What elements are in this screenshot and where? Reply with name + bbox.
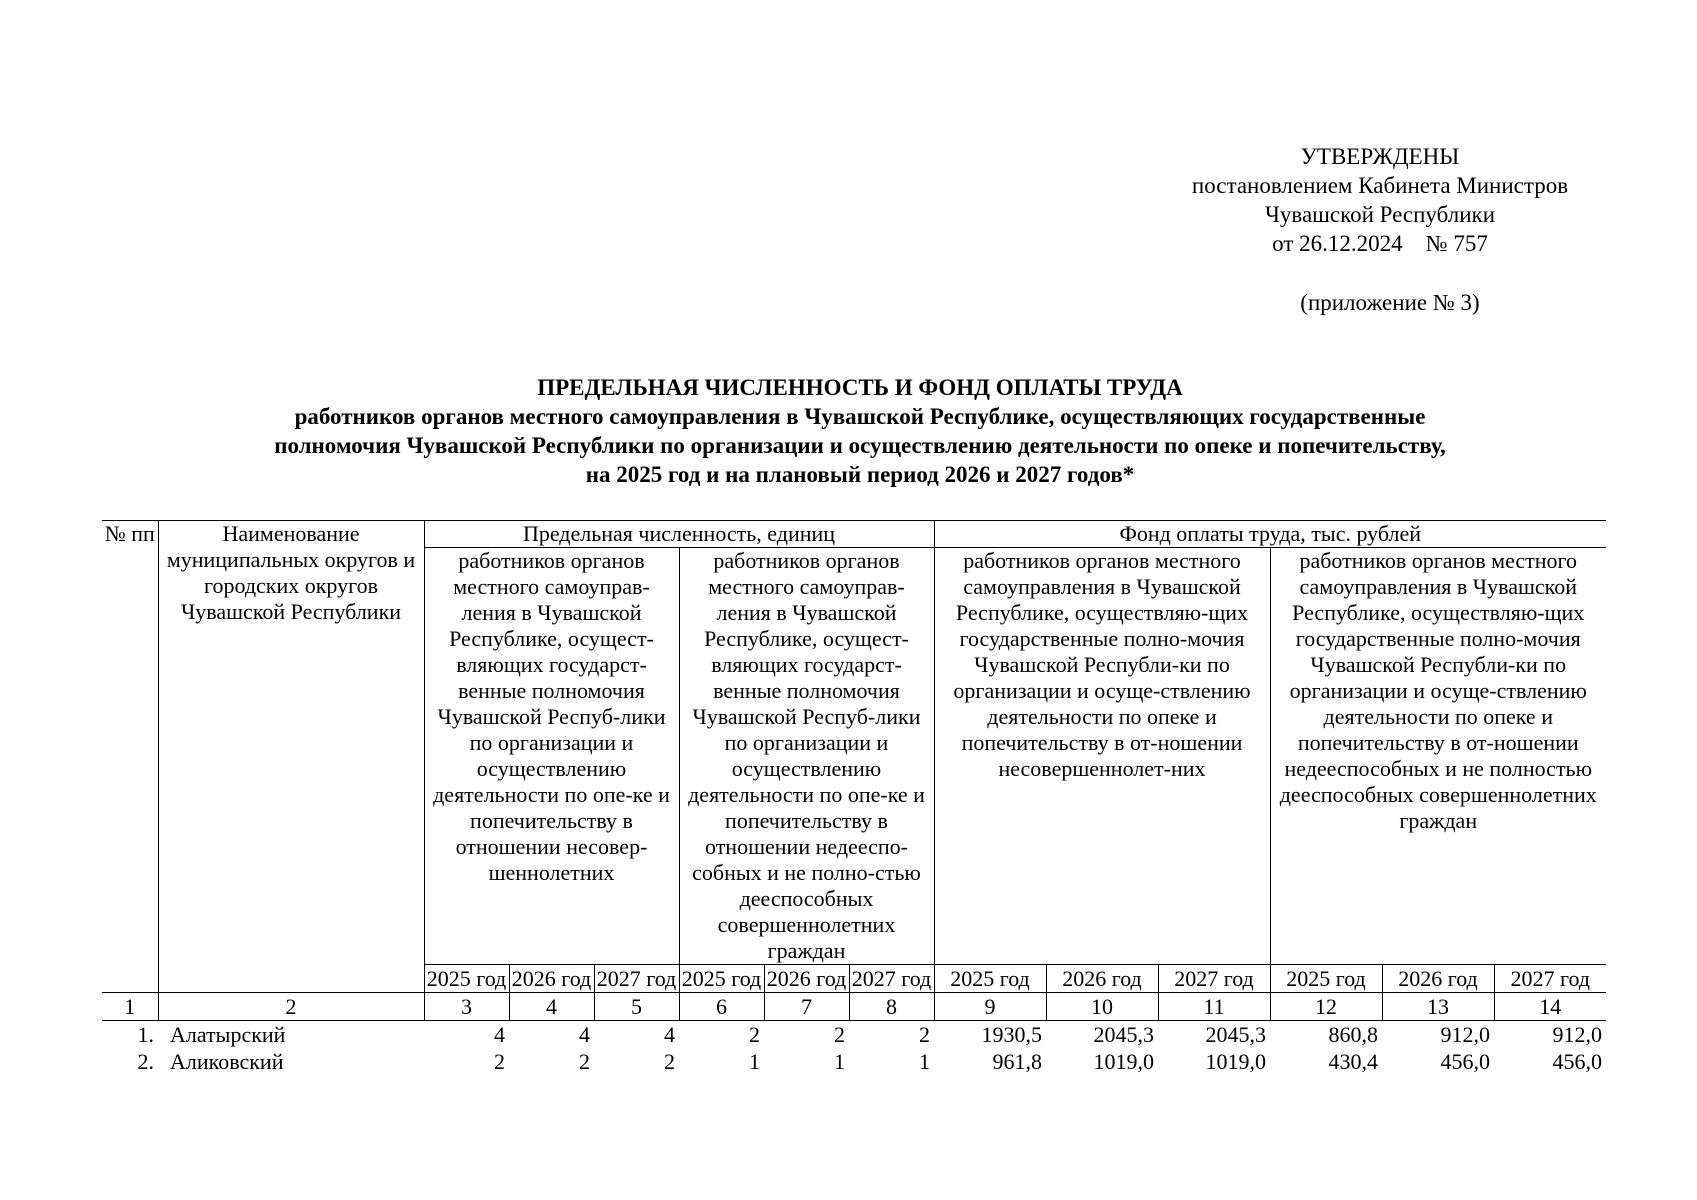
title-line-3: полномочия Чувашской Республики по организации и осуществлению деятельности по опеке и попечительству, (274, 433, 1446, 458)
title-line-4: на 2025 год и на плановый период 2026 и 2027 годов* (585, 462, 1135, 487)
header-name: Наименование муниципальных округов и городских округов Чувашской Республики (158, 521, 424, 993)
cell-value: 1019,0 (1093, 1049, 1154, 1074)
cell-value: 2 (494, 1049, 505, 1074)
approval-decree: постановлением Кабинета Министров (1191, 173, 1569, 198)
year-header: 2026 год (1046, 965, 1158, 993)
data-table (102, 520, 1606, 1075)
column-number-row (102, 993, 1606, 1021)
approval-stamp (1150, 142, 1610, 258)
cell-value: 2 (749, 1022, 760, 1047)
year-header: 2027 год (594, 965, 679, 993)
cell-value: 456,0 (1552, 1049, 1602, 1074)
approval-republic: Чувашской Республики (1264, 202, 1496, 227)
year-header: 2026 год (509, 965, 594, 993)
cell-value: 912,0 (1552, 1022, 1602, 1047)
column-number: 8 (849, 993, 934, 1021)
title-line-2: работников органов местного самоуправления в Чувашской Республике, осуществляющих государственные (294, 404, 1426, 429)
column-number: 6 (679, 993, 764, 1021)
cell-value: 860,8 (1328, 1022, 1378, 1047)
table-row (102, 1021, 1606, 1049)
year-header: 2027 год (1494, 965, 1606, 993)
cell-value: 912,0 (1440, 1022, 1490, 1047)
column-number: 2 (158, 993, 424, 1021)
row-name: Аликовский (170, 1049, 284, 1074)
header-fund-minors: работников органов местного самоуправления в Чувашской Республике, осуществляю-щих государственные полно-мочия Чувашской Республи-ки по организации и осуще-ствлению деятельности по опеке и попечительству в от-ношении несовершеннолет-них (934, 548, 1270, 965)
document-title (120, 373, 1600, 489)
header-fund-incapable: работников органов местного самоуправления в Чувашской Республике, осуществляю-щих государственные полно-мочия Чувашской Республи-ки по организации и осуще-ствлению деятельности по опеке и попечительству в от-ношении недееспособных и не полностью дееспособных совершеннолетних граждан (1270, 548, 1606, 965)
approval-title: УТВЕРЖДЕНЫ (1300, 144, 1460, 169)
column-number: 13 (1382, 993, 1494, 1021)
title-line-1: ПРЕДЕЛЬНАЯ ЧИСЛЕННОСТЬ И ФОНД ОПЛАТЫ ТРУДА (537, 375, 1183, 400)
year-header: 2025 год (679, 965, 764, 993)
header-count-minors: работников органов местного самоуправ-ления в Чувашской Республике, осущест-вляющих государст-венные полномочия Чувашской Респуб-лики по организации и осуществлению деятельности по опе-ке и попечительству в отношении несовер-шеннолетних (424, 548, 679, 965)
year-header: 2025 год (424, 965, 509, 993)
column-number: 10 (1046, 993, 1158, 1021)
cell-value: 2 (919, 1022, 930, 1047)
cell-value: 4 (494, 1022, 505, 1047)
column-number: 9 (934, 993, 1046, 1021)
table-row (102, 1048, 1606, 1075)
cell-value: 1 (749, 1049, 760, 1074)
header-group-fund: Фонд оплаты труда, тыс. рублей (934, 521, 1606, 548)
column-number: 4 (509, 993, 594, 1021)
cell-value: 4 (579, 1022, 590, 1047)
column-number: 5 (594, 993, 679, 1021)
column-number: 14 (1494, 993, 1606, 1021)
cell-value: 1 (919, 1049, 930, 1074)
year-header: 2025 год (1270, 965, 1382, 993)
cell-value: 2 (834, 1022, 845, 1047)
column-number: 12 (1270, 993, 1382, 1021)
appendix-label: (приложение № 3) (1300, 290, 1480, 315)
cell-value: 1930,5 (981, 1022, 1042, 1047)
cell-value: 2 (579, 1049, 590, 1074)
year-header: 2026 год (764, 965, 849, 993)
row-name: Алатырский (170, 1022, 286, 1047)
approval-date-number: от 26.12.2024 № 757 (1272, 231, 1488, 256)
column-number: 11 (1158, 993, 1270, 1021)
cell-value: 4 (664, 1022, 675, 1047)
cell-value: 1 (834, 1049, 845, 1074)
cell-value: 430,4 (1328, 1049, 1378, 1074)
row-number: 2. (137, 1049, 154, 1074)
header-count-incapable: работников органов местного самоуправ-ления в Чувашской Республике, осущест-вляющих государст-венные полномочия Чувашской Респуб-лики по организации и осуществлению деятельности по опе-ке и попечительству в отношении недееспо-собных и не полно-стью дееспособных совершеннолетних граждан (679, 548, 934, 965)
column-number: 1 (102, 993, 158, 1021)
year-header: 2025 год (934, 965, 1046, 993)
header-no: № пп (102, 521, 158, 993)
cell-value: 2 (664, 1049, 675, 1074)
year-header: 2027 год (849, 965, 934, 993)
cell-value: 2045,3 (1093, 1022, 1154, 1047)
cell-value: 1019,0 (1205, 1049, 1266, 1074)
cell-value: 961,8 (992, 1049, 1042, 1074)
column-number: 7 (764, 993, 849, 1021)
column-number: 3 (424, 993, 509, 1021)
cell-value: 2045,3 (1205, 1022, 1266, 1047)
year-header: 2027 год (1158, 965, 1270, 993)
cell-value: 456,0 (1440, 1049, 1490, 1074)
row-number: 1. (137, 1022, 154, 1047)
year-header: 2026 год (1382, 965, 1494, 993)
header-group-count: Предельная численность, единиц (424, 521, 934, 548)
